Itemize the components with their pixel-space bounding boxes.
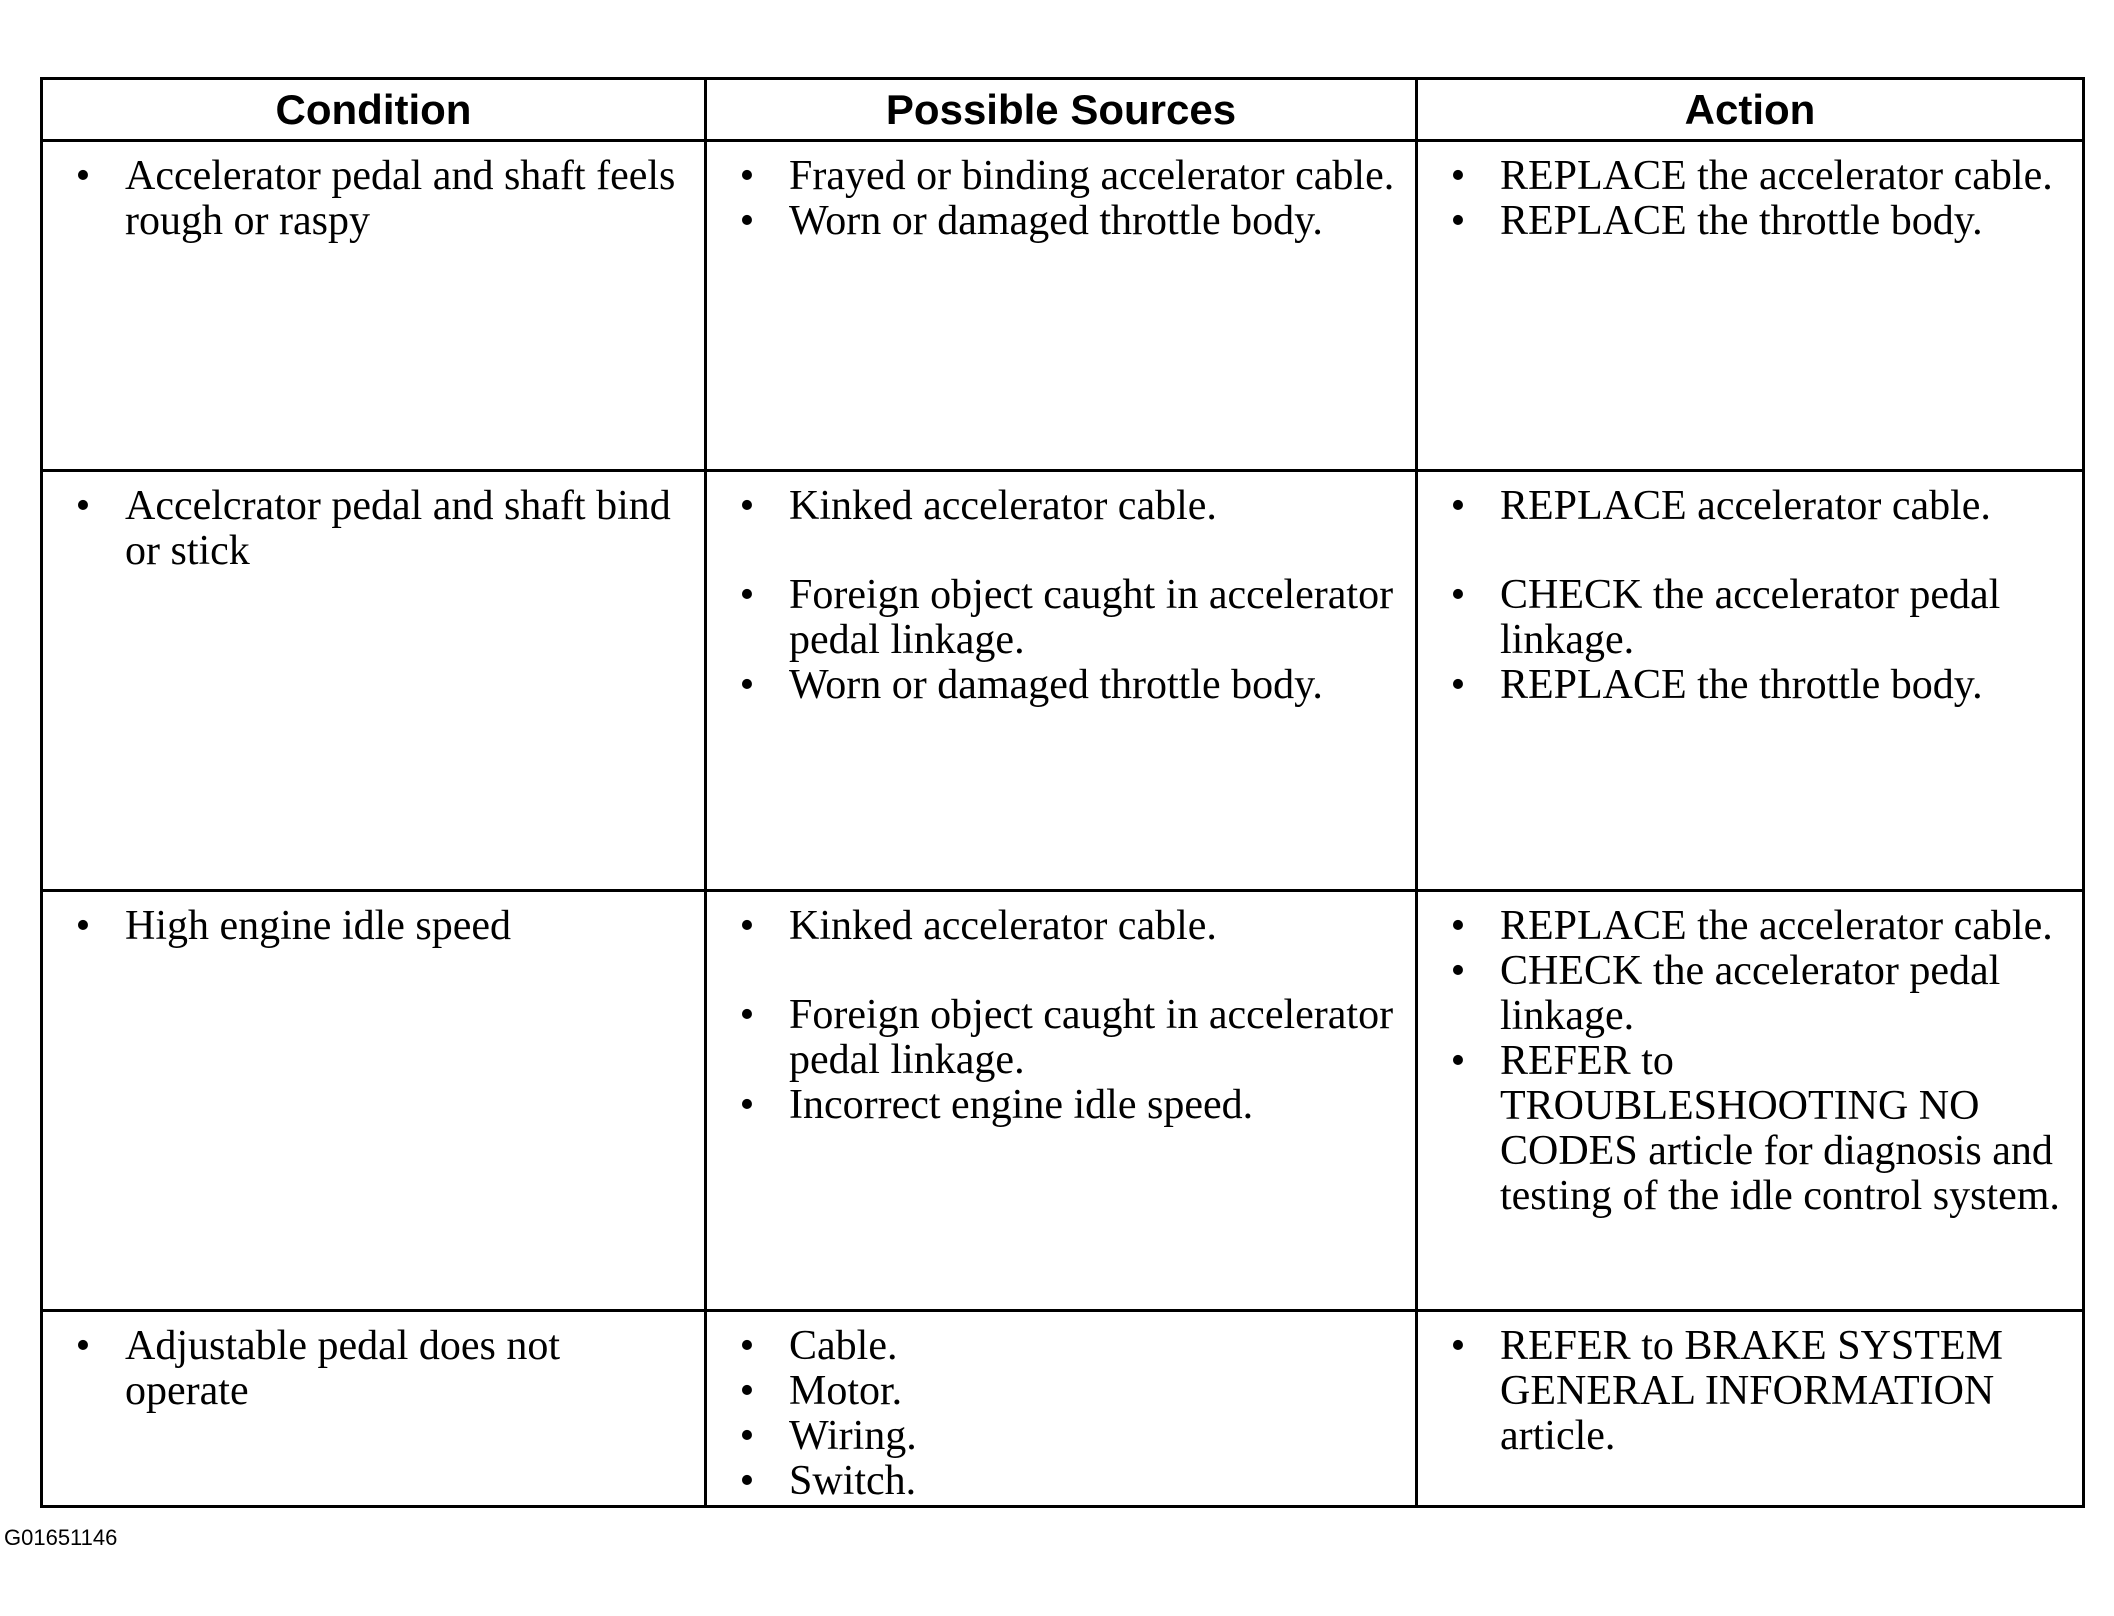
list-item: • Accelcrator pedal and shaft bind or stick [63, 484, 684, 574]
list-item: • Wiring. [727, 1414, 1395, 1459]
list-item: • CHECK the accelerator pedal linkage. [1438, 573, 2062, 663]
bullet-icon: • [75, 1323, 91, 1369]
list-item: • REPLACE the throttle body. [1438, 663, 2062, 708]
row1-sources-cell [707, 142, 1418, 472]
row3-condition-cell [43, 892, 707, 1312]
bullet-icon: • [739, 153, 755, 199]
bullet-icon: • [739, 1368, 755, 1414]
header-action: Action [1418, 80, 2082, 142]
row3-sources-cell [707, 892, 1418, 1312]
list-item: • Kinked accelerator cable. [727, 904, 1395, 949]
bullet-icon: • [1450, 153, 1466, 199]
list-item: • High engine idle speed [63, 904, 684, 949]
list-item: • REPLACE the accelerator cable. [1438, 904, 2062, 949]
bullet-icon: • [1450, 948, 1466, 994]
bullet-icon: • [75, 483, 91, 529]
bullet-icon: • [739, 992, 755, 1038]
bullet-icon: • [739, 1458, 755, 1504]
list-item: • Cable. [727, 1324, 1395, 1369]
row1-condition-cell [43, 142, 707, 472]
list-item: • Motor. [727, 1369, 1395, 1414]
bullet-icon: • [75, 153, 91, 199]
bullet-icon: • [739, 1082, 755, 1128]
bullet-icon: • [75, 903, 91, 949]
bullet-icon: • [1450, 1323, 1466, 1369]
list-item: • Foreign object caught in accelerator pedal linkage. [727, 993, 1395, 1083]
list-item: • Switch. [727, 1459, 1395, 1504]
diagnosis-table [40, 77, 2085, 1508]
list-item: • REFER to BRAKE SYSTEM GENERAL INFORMATION article. [1438, 1324, 2062, 1459]
bullet-icon: • [739, 662, 755, 708]
row2-condition-cell [43, 472, 707, 892]
row1-action-cell [1418, 142, 2082, 472]
list-item: • Accelerator pedal and shaft feels rough or raspy [63, 154, 684, 244]
row3-action-cell [1418, 892, 2082, 1312]
header-possible-sources: Possible Sources [707, 80, 1418, 142]
bullet-icon: • [739, 903, 755, 949]
header-condition: Condition [43, 80, 707, 142]
row4-action-cell [1418, 1312, 2082, 1505]
bullet-icon: • [739, 1323, 755, 1369]
bullet-icon: • [1450, 483, 1466, 529]
bullet-icon: • [739, 1413, 755, 1459]
figure-id: G01651146 [4, 1525, 118, 1550]
bullet-icon: • [739, 483, 755, 529]
list-item: • CHECK the accelerator pedal linkage. [1438, 949, 2062, 1039]
bullet-icon: • [1450, 1038, 1466, 1084]
bullet-icon: • [1450, 903, 1466, 949]
list-item: • Worn or damaged throttle body. [727, 199, 1395, 244]
row4-sources-cell [707, 1312, 1418, 1505]
row2-sources-cell [707, 472, 1418, 892]
bullet-icon: • [739, 572, 755, 618]
bullet-icon: • [739, 198, 755, 244]
bullet-icon: • [1450, 662, 1466, 708]
list-item: • Frayed or binding accelerator cable. [727, 154, 1395, 199]
row2-action-cell [1418, 472, 2082, 892]
bullet-icon: • [1450, 198, 1466, 244]
list-item: • Incorrect engine idle speed. [727, 1083, 1395, 1128]
list-item: • Foreign object caught in accelerator pedal linkage. [727, 573, 1395, 663]
list-item: • REPLACE the accelerator cable. [1438, 154, 2062, 199]
list-item: • REFER to TROUBLESHOOTING NO CODES article for diagnosis and testing of the idle control system. [1438, 1039, 2062, 1219]
list-item: • REPLACE accelerator cable. [1438, 484, 2062, 529]
list-item: • Worn or damaged throttle body. [727, 663, 1395, 708]
row4-condition-cell [43, 1312, 707, 1505]
list-item: • REPLACE the throttle body. [1438, 199, 2062, 244]
bullet-icon: • [1450, 572, 1466, 618]
list-item: • Adjustable pedal does not operate [63, 1324, 684, 1414]
list-item: • Kinked accelerator cable. [727, 484, 1395, 529]
